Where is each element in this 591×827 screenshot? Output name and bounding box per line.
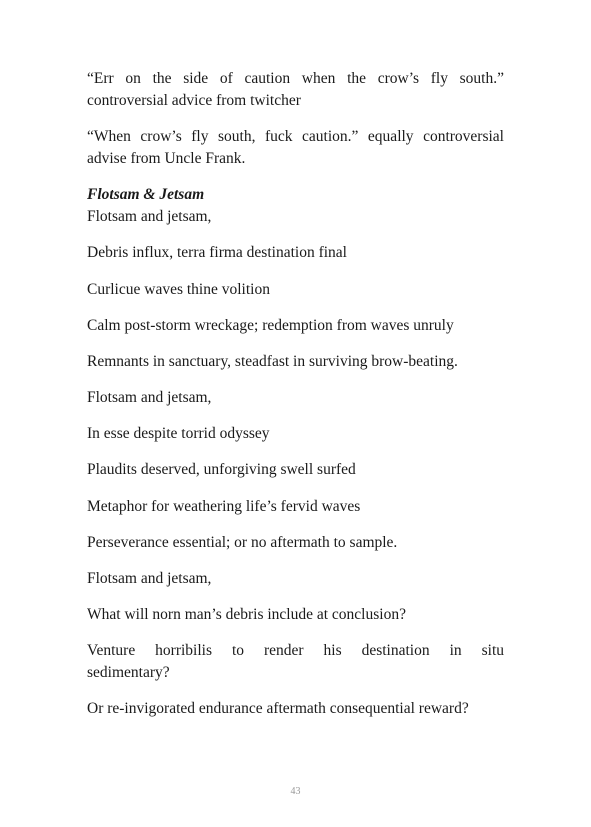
poem-line: Flotsam and jetsam, [87,389,212,406]
poem-line: Flotsam and jetsam, [87,570,212,587]
poem-line: Perseverance essential; or no aftermath to sample. [87,534,398,551]
poem-line: Metaphor for weathering life’s fervid waves [87,498,361,515]
page-number: 43 [290,786,301,797]
poem-line: Plaudits deserved, unforgiving swell surfed [87,461,356,478]
poem-venture-line [87,640,504,662]
poem-venture-line-2: sedimentary? [87,664,170,681]
poem-final-line: Or re-invigorated endurance aftermath consequential reward? [87,700,469,717]
poem-line: Remnants in sanctuary, steadfast in surviving brow-beating. [87,353,458,370]
quote-2 [87,126,504,148]
poem-line: What will norn man’s debris include at conclusion? [87,606,406,623]
quote-2-attribution: advise from Uncle Frank. [87,150,246,167]
quote-1 [87,68,504,90]
quote-1-attribution: controversial advice from twitcher [87,92,301,109]
poem-line: Debris influx, terra firma destination final [87,244,347,261]
poem-venture-line-1: Venture horribilis to render his destination in situ [87,642,504,659]
poem-line: Curlicue waves thine volition [87,281,270,298]
poem-line: Calm post-storm wreckage; redemption from waves unruly [87,317,454,334]
poem-line: In esse despite torrid odyssey [87,425,270,442]
poem-title: Flotsam & Jetsam [87,186,205,203]
quote-2-line-1: “When crow’s fly south, fuck caution.” equally controversial [87,128,504,145]
quote-1-line-1: “Err on the side of caution when the crow’s fly south.” [87,70,504,87]
poem-line: Flotsam and jetsam, [87,208,212,225]
